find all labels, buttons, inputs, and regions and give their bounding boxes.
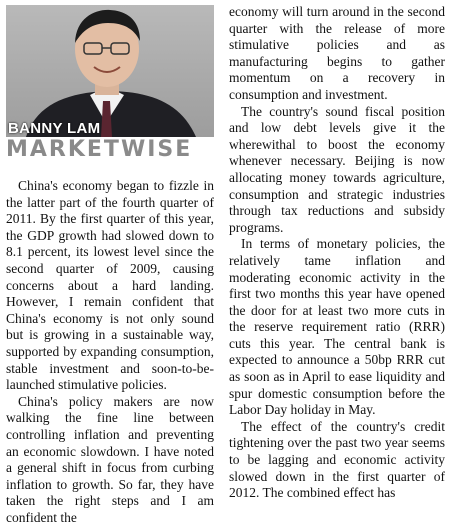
paragraph: China's policy makers are now walking the fine line between controlling inflation and preventing an economic slowdown. I have noted a general shift in focus from curbing inflation to growth. So far, they have taken the right steps and I am confident the <box>6 393 214 525</box>
left-column <box>6 0 214 526</box>
left-text <box>6 178 214 526</box>
author-photo <box>6 5 214 137</box>
paragraph: economy will turn around in the second quarter with the release of more stimulative policies and as manufacturing begins to gather momentum on a recovery in consumption and investment. <box>229 4 445 102</box>
paragraph: The country's sound fiscal position and low debt levels give it the wherewithal to boost the economy whenever necessary. Beijing is now allocating money towards agriculture, consumption and strategic industries through tax reductions and subsidy programs. <box>229 103 445 235</box>
author-portrait-icon <box>6 5 214 137</box>
paragraph: China's economy began to fizzle in the latter part of the fourth quarter of 2011. By the first quarter of this year, the GDP growth had slowed down to 8.1 percent, its lowest level since the second quarter of 2009, causing concerns about a hard landing. However, I remain confident that China's economy is not only sound but is growing in a sustainable way, supported by expanding consumption, stable investment and soon-to-be-launched stimulative policies. <box>6 178 214 393</box>
column-title: MARKETWISE <box>6 137 193 162</box>
right-column <box>229 4 445 502</box>
paragraph: The effect of the country's credit tightening over the past two year seems to be lagging and economic activity slowed down in the first quarter of 2012. The combined effect has <box>229 418 445 501</box>
author-name: BANNY LAM <box>8 120 101 137</box>
right-text <box>229 4 445 502</box>
paragraph: In terms of monetary policies, the relatively tame inflation and moderating economic activity in the first two months this year have opened the door for at least two more cuts in the reserve requirement ratio (RRR) cuts this year. The central bank is expected to announce a 50bp RRR cut as soon as in April to ease liquidity and spur domestic consumption before the Labor Day holiday in May. <box>229 236 445 418</box>
